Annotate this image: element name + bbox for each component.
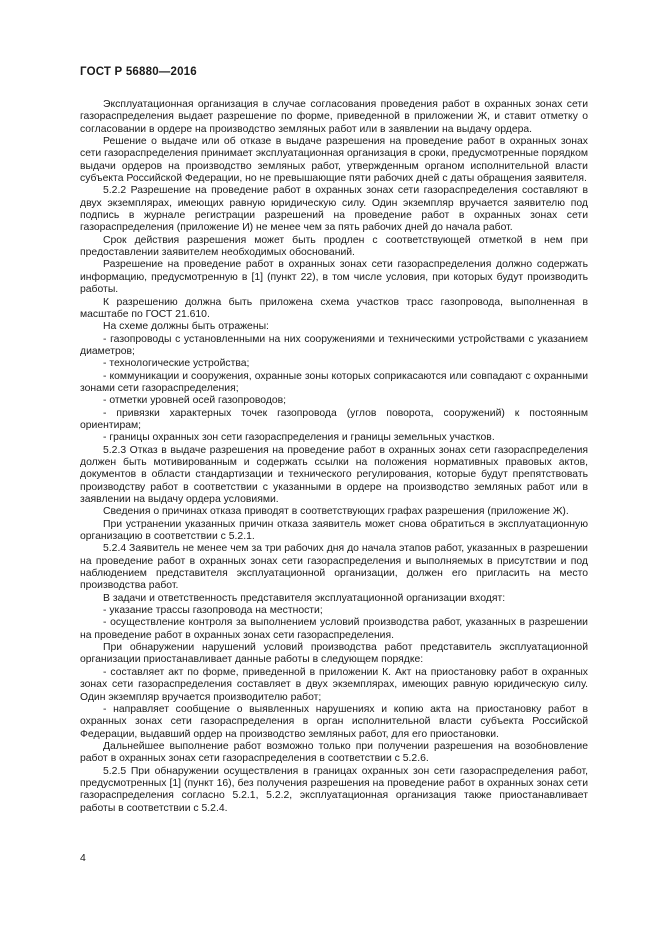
document-body [80,99,588,815]
list-item: - составляет акт по форме, приведенной в приложении К. Акт на приостановку работ в охранных зонах сети газораспределения составляет в двух экземплярах, имеющих равную юридическую силу. Один экземпляр вручается производителю работ; [80,666,588,703]
paragraph: На схеме должны быть отражены: [103,321,269,333]
list-item: - привязки характерных точек газопровода (углов поворота, сооружений) к постоянным ориентирам; [80,407,588,431]
paragraph: Сведения о причинах отказа приводят в соответствующих графах разрешения (приложение Ж). [103,506,569,518]
paragraph: 5.2.2 Разрешение на проведение работ в охранных зонах сети газораспределения составляют в двух экземплярах, имеющих равную юридическую силу. Один экземпляр вручается заявителю под подпись в журнале регистрации разрешений на проведение работ в охранных зонах сети газораспределения (приложение И) не менее чем за пять рабочих дней до начала работ. [80,185,588,234]
list-item: - коммуникации и сооружения, охранные зоны которых соприкасаются или совпадают с охранными зонами сети газораспределения; [80,370,588,394]
paragraph: Срок действия разрешения может быть продлен с соответствующей отметкой в нем при предоставлении заявителем необходимых обоснований. [80,234,588,259]
list-item: - направляет сообщение о выявленных нарушениях и копию акта на приостановку работ в охранных зонах сети газораспределения в орган исполнительной власти субъекта Российской Федерации, выдавший ордер на производство земляных работ, для его приостановки. [80,703,588,740]
paragraph: К разрешению должна быть приложена схема участков трасс газопровода, выполненная в масштабе по ГОСТ 21.610. [80,296,588,320]
list-item: - указание трассы газопровода на местности; [103,605,323,617]
page-number: 4 [80,853,86,864]
paragraph: Дальнейшее выполнение работ возможно только при получении разрешения на возобновление работ в охранных зонах сети газораспределения в соответствии с 5.2.6. [80,740,588,765]
list-item: - границы охранных зон сети газораспределения и границы земельных участков. [103,432,495,444]
paragraph: 5.2.3 Отказ в выдаче разрешения на проведение работ в охранных зонах сети газораспределения должен быть мотивированным и содержать ссылки на положения нормативных правовых актов, документов в области стандартизации и технического регулирования, которые будут препятствовать производству работ в соответствии с указанными в ордере на производство земляных работ или в заявлении на выдачу ордера условиями. [80,444,588,505]
paragraph: 5.2.5 При обнаружении осуществления в границах охранных зон сети газораспределения работ, предусмотренных [1] (пункт 16), без получения разрешения на проведение работ в охранных зонах сети газораспределения согласно 5.2.1, 5.2.2, эксплуатационная организация также приостанавливает работы в соответствии с 5.2.4. [80,765,588,814]
list-item: - газопроводы с установленными на них сооружениями и техническими устройствами с указанием диаметров; [80,333,588,357]
paragraph: Разрешение на проведение работ в охранных зонах сети газораспределения должно содержать информацию, предусмотренную в [1] (пункт 22), в том числе условия, при которых будут производить работы. [80,259,588,296]
document-header: ГОСТ Р 56880—2016 [80,66,197,78]
paragraph: 5.2.4 Заявитель не менее чем за три рабочих дня до начала этапов работ, указанных в разрешении на проведение работ в охранных зонах сети газораспределения и выполняемых в присутствии и под наблюдением представителя эксплуатационной организации, должен его пригласить на место производства работ. [80,543,588,592]
paragraph: При обнаружении нарушений условий производства работ представитель эксплуатационной организации приостанавливает данные работы в следующем порядке: [80,642,588,666]
list-item: - осуществление контроля за выполнением условий производства работ, указанных в разрешении на проведение работ в охранных зонах сети газораспределения. [80,617,588,641]
paragraph: При устранении указанных причин отказа заявитель может снова обратиться в эксплуатационную организацию в соответствии с 5.2.1. [80,518,588,543]
list-item: - технологические устройства; [103,358,250,370]
paragraph: Эксплуатационная организация в случае согласования проведения работ в охранных зонах сети газораспределения выдает разрешение по форме, приведенной в приложении Ж, и ставит отметку о согласовании в ордере на производство земляных работ или в заявлении на выдачу ордера. [80,99,588,135]
list-item: - отметки уровней осей газопроводов; [103,395,287,407]
paragraph: Решение о выдаче или об отказе в выдаче разрешения на проведение работ в охранных зонах сети газораспределения принимает эксплуатационная организация в сроки, предусмотренные порядком выдачи ордеров на производство земляных работ, утвержденным органом исполнительной власти субъекта Российской Федерации, но не превышающие пяти рабочих дней с даты обращения заявителя. [80,136,588,185]
paragraph: В задачи и ответственность представителя эксплуатационной организации входят: [103,592,506,604]
